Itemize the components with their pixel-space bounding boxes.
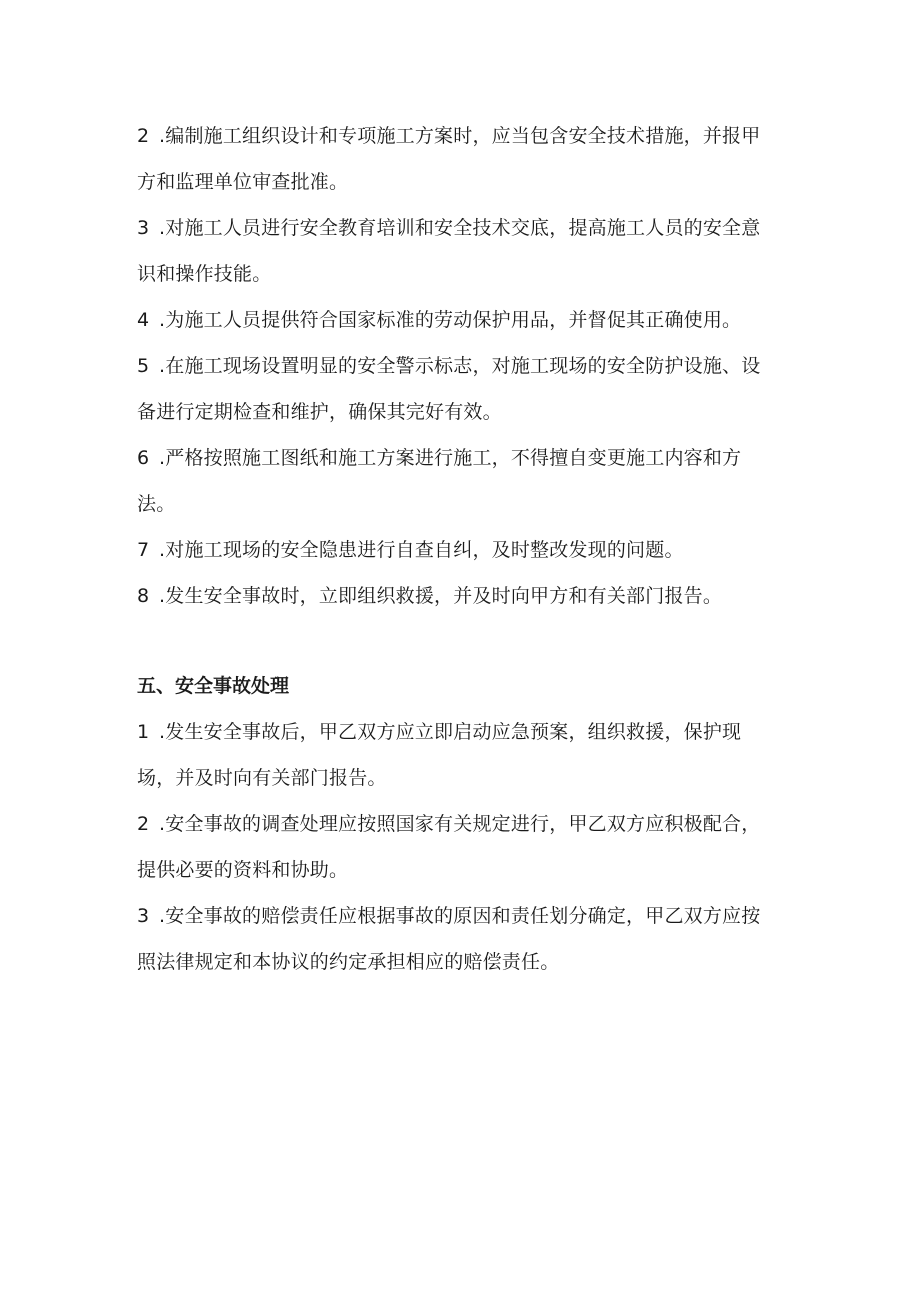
- item-text: .在施工现场设置明显的安全警示标志，对施工现场的安全防护设施、设备进行定期检查和维护，确保其完好有效。: [137, 355, 761, 423]
- list-item: [137, 113, 777, 205]
- item-number: 3: [137, 905, 150, 927]
- item-text: .安全事故的调查处理应按照国家有关规定进行，甲乙双方应积极配合，提供必要的资料和协助。: [137, 813, 761, 881]
- item-number: 3: [137, 217, 150, 239]
- item-number: 6: [137, 447, 150, 469]
- list-item: [137, 709, 777, 801]
- list-item: [137, 343, 777, 435]
- item-text: .发生安全事故时，立即组织救援，并及时向甲方和有关部门报告。: [159, 585, 723, 607]
- item-number: 8: [137, 585, 150, 607]
- list-item: [137, 801, 777, 893]
- section-heading: 五、安全事故处理: [137, 675, 290, 697]
- item-text: .严格按照施工图纸和施工方案进行施工，不得擅自变更施工内容和方法。: [137, 447, 742, 515]
- item-text: .编制施工组织设计和专项施工方案时，应当包含安全技术措施，并报甲方和监理单位审查批准。: [137, 125, 761, 193]
- item-number: 5: [137, 355, 150, 377]
- list-item: [137, 573, 777, 619]
- list-item: [137, 297, 777, 343]
- item-text: .为施工人员提供符合国家标准的劳动保护用品，并督促其正确使用。: [159, 309, 742, 331]
- item-number: 2: [137, 125, 150, 147]
- item-text: .对施工人员进行安全教育培训和安全技术交底，提高施工人员的安全意识和操作技能。: [137, 217, 761, 285]
- list-item: [137, 435, 777, 527]
- item-text: .安全事故的赔偿责任应根据事故的原因和责任划分确定，甲乙双方应按照法律规定和本协议的约定承担相应的赔偿责任。: [137, 905, 761, 973]
- list-item: [137, 527, 777, 573]
- list-item: [137, 205, 777, 297]
- document-body: [137, 113, 777, 985]
- item-number: 1: [137, 721, 150, 743]
- item-text: .发生安全事故后，甲乙双方应立即启动应急预案，组织救援，保护现场，并及时向有关部门报告。: [137, 721, 742, 789]
- item-text: .对施工现场的安全隐患进行自查自纠，及时整改发现的问题。: [159, 539, 684, 561]
- list-item: [137, 893, 777, 985]
- item-number: 2: [137, 813, 150, 835]
- item-number: 7: [137, 539, 150, 561]
- item-number: 4: [137, 309, 150, 331]
